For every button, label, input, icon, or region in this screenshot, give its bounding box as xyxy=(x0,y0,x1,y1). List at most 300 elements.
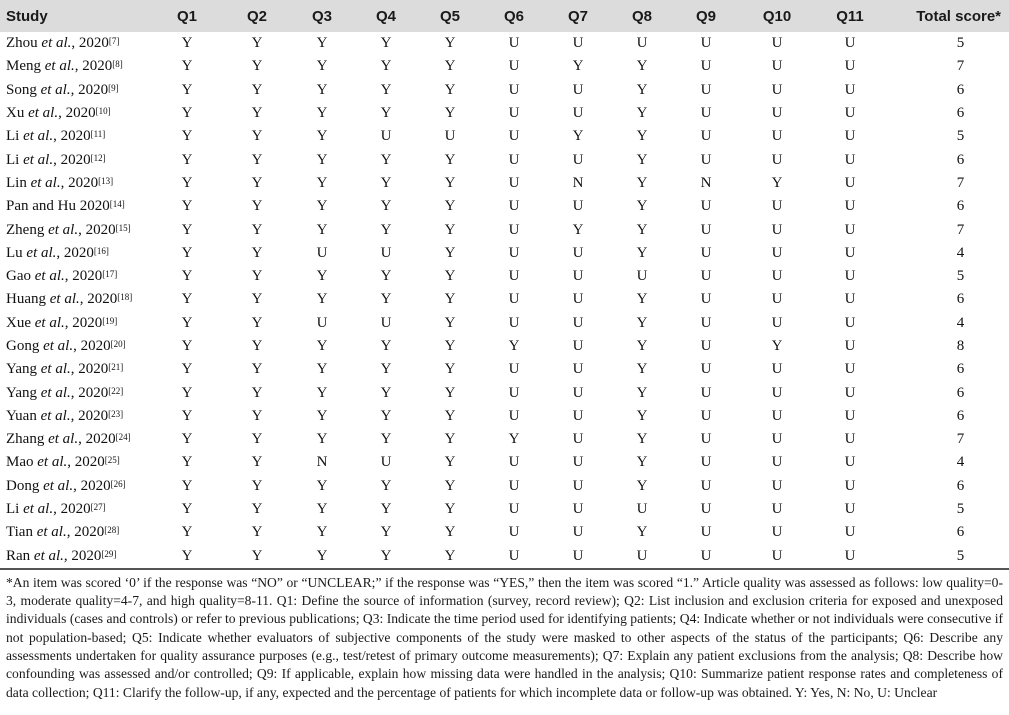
answer-q8: Y xyxy=(636,524,648,541)
answer-q1: Y xyxy=(181,151,193,168)
reference-number: [20] xyxy=(110,339,126,349)
answer-q9: U xyxy=(700,221,712,238)
study-author: Lin xyxy=(6,174,27,191)
total-score-cell: 5 xyxy=(956,268,965,285)
answer-q3: Y xyxy=(316,524,328,541)
header-q7: Q7 xyxy=(567,7,588,25)
table-row xyxy=(0,428,1009,451)
answer-q4: Y xyxy=(380,431,392,448)
answer-q4: Y xyxy=(380,35,392,52)
et-al-text: et al. xyxy=(26,174,61,191)
answer-q5: Y xyxy=(444,198,456,215)
study-cell: Huang et al., 2020[18] xyxy=(6,291,133,308)
study-author: Pan and Hu xyxy=(6,198,76,215)
answer-q2: Y xyxy=(251,105,263,122)
reference-number: [13] xyxy=(98,175,114,186)
answer-q9: U xyxy=(700,291,712,308)
answer-q6: Y xyxy=(508,431,520,448)
study-year: 2020 xyxy=(60,151,91,168)
answer-q10: U xyxy=(771,431,783,448)
study-cell xyxy=(0,195,150,218)
study-cell: Li et al., 2020[11] xyxy=(6,128,106,145)
study-cell: Gao et al., 2020[17] xyxy=(6,268,118,285)
answer-q4: Y xyxy=(380,477,392,494)
study-year: 2020 xyxy=(78,384,109,401)
answer-q11: U xyxy=(844,268,856,285)
reference-number: [28] xyxy=(104,525,120,536)
reference-number: [11] xyxy=(90,129,106,140)
answer-q2: Y xyxy=(251,58,263,75)
study-year: 2020 xyxy=(60,501,91,518)
answer-q11: U xyxy=(816,545,884,569)
answer-q4: Y xyxy=(380,221,392,238)
et-al-text: et al. xyxy=(31,268,65,285)
table-row xyxy=(0,172,1009,195)
total-score-cell: 5 xyxy=(956,128,965,145)
table-row xyxy=(0,265,1009,288)
answer-q10: U xyxy=(771,35,783,52)
answer-q9: U xyxy=(700,268,712,285)
study-year: 2020 xyxy=(78,35,109,52)
total-score-cell: 5 xyxy=(956,35,965,52)
answer-q11: U xyxy=(844,431,856,448)
answer-q9: U xyxy=(700,524,712,541)
answer-q5: Y xyxy=(418,545,482,569)
study-cell: Meng et al., 2020[8] xyxy=(6,58,123,75)
answer-q8: U xyxy=(636,35,648,52)
answer-q11: U xyxy=(844,174,856,191)
study-year: 2020 xyxy=(79,198,110,215)
answer-q7: Y xyxy=(572,221,584,238)
answer-q7: U xyxy=(572,454,584,471)
answer-q1: Y xyxy=(181,454,193,471)
answer-q7: N xyxy=(572,174,584,191)
total-score-cell: 7 xyxy=(956,174,965,191)
study-year: 2020 xyxy=(74,524,105,541)
answer-q7: U xyxy=(572,524,584,541)
answer-q4: Y xyxy=(380,501,392,518)
answer-q4: U xyxy=(380,454,392,471)
answer-q9: U xyxy=(700,314,712,331)
answer-q7: Y xyxy=(572,58,584,75)
answer-q4: Y xyxy=(380,151,392,168)
header-total-score: Total score* xyxy=(916,7,1001,25)
answer-q5: Y xyxy=(444,174,456,191)
study-author: Li xyxy=(6,501,20,518)
study-year: 2020 xyxy=(72,268,103,285)
answer-q11: U xyxy=(844,81,856,98)
answer-q4: Y xyxy=(380,198,392,215)
answer-q6: U xyxy=(508,454,520,471)
study-year: 2020 xyxy=(82,58,113,75)
answer-q7: U xyxy=(572,291,584,308)
et-al-text: et al. xyxy=(19,151,54,168)
total-score-cell: 5 xyxy=(956,501,965,518)
answer-q4: Y xyxy=(380,58,392,75)
answer-q5: Y xyxy=(444,501,456,518)
total-score-cell: 7 xyxy=(956,221,965,238)
answer-q6: U xyxy=(508,105,520,122)
answer-q5: Y xyxy=(444,384,456,401)
study-author: Yang xyxy=(6,384,37,401)
table-footnote: *An item was scored ‘0’ if the response was “NO” or “UNCLEAR;” if the response was “YES,” then the item was scored “1.” Article quality was assessed as follows: low quality=0-3, moderate quality=4-7, and high quality=8-11. Q1: Define the source of information (survey, record review); Q2: List inclusion and exclusion criteria for exposed and unexposed individuals (cases and controls) or refer to previous publications; Q3: Indicate the time period used for identifying patients; Q4: Indicate whether or not individuals were consecutive if not population-based; Q5: Indicate whether evaluators of subjective components of the study were masked to other aspects of the status of the participants; Q6: Describe any assessments undertaken for quality assurance purposes (e.g., test/retest of primary outcome measurements); Q7: Explain any patient exclusions from the analysis; Q8: Describe how confounding was assessed and/or controlled; Q9: If applicable, explain how missing data were handled in the analysis; Q10: Summarize patient response rates and completeness of data collection; Q11: Clarify the follow-up, if any, expected and the percentage of patients for which incomplete data or follow-up was obtained. Y: Yes, N: No, U: Unclear xyxy=(0,569,1009,702)
answer-q7: U xyxy=(572,501,584,518)
study-cell: Li et al., 2020[27] xyxy=(6,501,106,518)
total-score-cell: 6 xyxy=(956,524,965,541)
answer-q9: U xyxy=(700,128,712,145)
header-row xyxy=(0,0,1009,32)
answer-q1: Y xyxy=(181,291,193,308)
answer-q8: Y xyxy=(636,128,648,145)
answer-q7: U xyxy=(572,338,584,354)
answer-q2: Y xyxy=(251,454,263,471)
answer-q3: Y xyxy=(316,361,328,378)
study-cell: Zhang et al., 2020[24] xyxy=(6,431,131,448)
reference-number: [7] xyxy=(108,36,120,47)
reference-number: [29] xyxy=(101,548,117,559)
answer-q10: U xyxy=(771,454,783,471)
answer-q7: U xyxy=(572,477,584,494)
answer-q3: Y xyxy=(316,268,328,285)
reference-number: [10] xyxy=(95,106,111,117)
answer-q8: U xyxy=(636,268,648,285)
answer-q6: U xyxy=(508,501,520,518)
reference-number: [12] xyxy=(90,152,106,163)
answer-q8: Y xyxy=(636,384,648,401)
answer-q10: U xyxy=(771,501,783,518)
study-cell: Yang et al., 2020[22] xyxy=(6,384,124,401)
answer-q6: U xyxy=(508,198,520,215)
answer-q1: Y xyxy=(181,407,193,424)
study-year: 2020 xyxy=(80,477,111,494)
answer-q10: U xyxy=(771,128,783,145)
header-q1: Q1 xyxy=(176,7,197,25)
answer-q5: Y xyxy=(444,151,456,168)
answer-q1: Y xyxy=(181,338,193,354)
answer-q2: Y xyxy=(251,477,263,494)
answer-q7: U xyxy=(572,105,584,122)
table-row xyxy=(0,312,1009,335)
table-row xyxy=(0,79,1009,102)
answer-q1: Y xyxy=(181,244,193,261)
table-header xyxy=(0,0,1009,32)
study-author: Dong xyxy=(6,477,40,494)
table-row xyxy=(0,242,1009,265)
answer-q2: Y xyxy=(251,501,263,518)
answer-q9: U xyxy=(700,407,712,424)
et-al-text: et al. xyxy=(37,384,71,401)
answer-q6: U xyxy=(508,151,520,168)
answer-q4: U xyxy=(380,244,392,261)
total-score-cell: 6 xyxy=(956,291,965,308)
answer-q9: U xyxy=(674,545,738,569)
answer-q5: Y xyxy=(444,477,456,494)
answer-q5: Y xyxy=(444,407,456,424)
answer-q4: Y xyxy=(380,291,392,308)
et-al-text: et al. xyxy=(19,128,54,145)
answer-q2: Y xyxy=(224,545,290,569)
answer-q8: Y xyxy=(636,105,648,122)
answer-q6: U xyxy=(508,128,520,145)
et-al-text: et al. xyxy=(30,547,64,564)
answer-q5: Y xyxy=(444,314,456,331)
answer-q4: U xyxy=(380,128,392,145)
table-row xyxy=(0,545,1009,569)
answer-q5: Y xyxy=(444,454,456,471)
answer-q7: U xyxy=(572,431,584,448)
answer-q5: Y xyxy=(444,221,456,238)
answer-q7: U xyxy=(572,198,584,215)
answer-q7: U xyxy=(572,244,584,261)
reference-number: [23] xyxy=(108,408,124,419)
answer-q1: Y xyxy=(150,545,224,569)
table-body xyxy=(0,32,1009,568)
answer-q5: Y xyxy=(444,291,456,308)
reference-number: [21] xyxy=(108,362,124,373)
answer-q5: Y xyxy=(444,338,456,354)
answer-q2: Y xyxy=(251,384,263,401)
header-q8: Q8 xyxy=(631,7,652,25)
answer-q1: Y xyxy=(181,361,193,378)
answer-q8: Y xyxy=(636,338,648,354)
study-cell: Xu et al., 2020[10] xyxy=(6,105,111,122)
answer-q10: Y xyxy=(771,174,783,191)
reference-number: [17] xyxy=(102,269,118,280)
et-al-text: et al. xyxy=(39,338,74,354)
et-al-text: et al. xyxy=(44,431,79,448)
total-score-cell: 6 xyxy=(956,151,965,168)
reference-number: [22] xyxy=(108,385,124,396)
answer-q4: U xyxy=(380,314,392,331)
et-al-text: et al. xyxy=(31,314,65,331)
answer-q6: U xyxy=(508,407,520,424)
answer-q8: Y xyxy=(636,431,648,448)
reference-number: [16] xyxy=(93,245,109,256)
answer-q8: U xyxy=(610,545,674,569)
answer-q8: Y xyxy=(636,454,648,471)
header-q6: Q6 xyxy=(503,7,524,25)
answer-q4: Y xyxy=(380,174,392,191)
answer-q2: Y xyxy=(251,291,263,308)
answer-q11: U xyxy=(844,314,856,331)
answer-q2: Y xyxy=(251,151,263,168)
answer-q3: Y xyxy=(316,291,328,308)
study-year: 2020 xyxy=(60,128,91,145)
study-cell: Tian et al., 2020[28] xyxy=(6,524,120,541)
study-author: Ran xyxy=(6,547,31,564)
answer-q7: U xyxy=(572,407,584,424)
answer-q4: Y xyxy=(380,338,392,354)
answer-q10: U xyxy=(771,105,783,122)
answer-q9: U xyxy=(700,151,712,168)
study-cell: Song et al., 2020[9] xyxy=(6,81,119,98)
answer-q9: N xyxy=(700,174,712,191)
study-author: Zhang xyxy=(6,431,45,448)
answer-q9: U xyxy=(700,35,712,52)
answer-q3: Y xyxy=(316,105,328,122)
table-row xyxy=(0,55,1009,78)
answer-q6: U xyxy=(508,361,520,378)
et-al-text: et al. xyxy=(41,58,75,75)
answer-q1: Y xyxy=(181,221,193,238)
answer-q10: U xyxy=(771,151,783,168)
table-row xyxy=(0,102,1009,125)
answer-q6: U xyxy=(508,81,520,98)
total-score-cell: 6 xyxy=(956,198,965,215)
et-al-text: et al. xyxy=(19,501,54,518)
answer-q1: Y xyxy=(181,198,193,215)
header-q5: Q5 xyxy=(439,7,460,25)
table-row xyxy=(0,451,1009,474)
answer-q9: U xyxy=(700,198,712,215)
answer-q2: Y xyxy=(251,314,263,331)
answer-q10: U xyxy=(771,268,783,285)
answer-q4: Y xyxy=(380,361,392,378)
answer-q3: N xyxy=(316,454,328,471)
answer-q2: Y xyxy=(251,268,263,285)
answer-q11: U xyxy=(844,384,856,401)
total-score-cell: 5 xyxy=(884,545,1009,569)
answer-q11: U xyxy=(844,407,856,424)
answer-q5: Y xyxy=(444,524,456,541)
study-year: 2020 xyxy=(87,291,118,308)
answer-q8: Y xyxy=(636,198,648,215)
answer-q2: Y xyxy=(251,431,263,448)
answer-q4: Y xyxy=(380,524,392,541)
answer-q6: U xyxy=(508,35,520,52)
answer-q6: U xyxy=(508,314,520,331)
answer-q8: Y xyxy=(636,361,648,378)
answer-q6: U xyxy=(508,58,520,75)
answer-q6: Y xyxy=(508,338,520,354)
answer-q3: Y xyxy=(316,384,328,401)
answer-q3: U xyxy=(316,314,328,331)
total-score-cell: 6 xyxy=(956,361,965,378)
answer-q3: Y xyxy=(316,151,328,168)
answer-q9: U xyxy=(700,501,712,518)
header-q11: Q11 xyxy=(836,7,864,25)
study-author: Zhou xyxy=(6,35,38,52)
answer-q11: U xyxy=(844,477,856,494)
answer-q9: U xyxy=(700,477,712,494)
table-row xyxy=(0,475,1009,498)
answer-q8: Y xyxy=(636,81,648,98)
total-score-cell: 7 xyxy=(956,431,965,448)
answer-q1: Y xyxy=(181,268,193,285)
answer-q1: Y xyxy=(181,501,193,518)
answer-q10: Y xyxy=(771,338,783,354)
table-row xyxy=(0,288,1009,311)
reference-number: [18] xyxy=(117,292,133,303)
et-al-text: et al. xyxy=(32,524,67,541)
header-q9: Q9 xyxy=(695,7,716,25)
total-score-cell: 6 xyxy=(956,407,965,424)
header-q4: Q4 xyxy=(375,7,396,25)
answer-q5: Y xyxy=(444,35,456,52)
reference-number: [15] xyxy=(115,222,131,233)
answer-q11: U xyxy=(844,454,856,471)
reference-number: [24] xyxy=(115,432,131,443)
answer-q11: U xyxy=(844,58,856,75)
total-score-cell: 4 xyxy=(956,244,965,261)
answer-q1: Y xyxy=(181,174,193,191)
et-al-text: et al. xyxy=(44,221,79,238)
et-al-text: et al. xyxy=(37,35,72,52)
answer-q1: Y xyxy=(181,431,193,448)
answer-q1: Y xyxy=(181,477,193,494)
answer-q9: U xyxy=(700,244,712,261)
reference-number: [9] xyxy=(108,82,119,93)
study-author: Song xyxy=(6,81,37,98)
reference-number: [14] xyxy=(109,199,125,210)
reference-number: [8] xyxy=(112,59,123,70)
answer-q9: U xyxy=(700,431,712,448)
answer-q7: U xyxy=(572,314,584,331)
study-cell: Lu et al., 2020[16] xyxy=(6,244,109,261)
study-year: 2020 xyxy=(78,361,109,378)
study-year: 2020 xyxy=(85,431,116,448)
answer-q4: Y xyxy=(354,545,418,569)
study-author: Huang xyxy=(6,291,46,308)
study-year: 2020 xyxy=(74,454,105,471)
total-score-cell: 6 xyxy=(956,105,965,122)
study-author: Meng xyxy=(6,58,41,75)
total-score-cell: 6 xyxy=(956,384,965,401)
study-author: Lu xyxy=(6,244,23,261)
et-al-text: et al. xyxy=(33,454,68,471)
study-author: Li xyxy=(6,151,20,168)
answer-q11: U xyxy=(844,221,856,238)
answer-q1: Y xyxy=(181,81,193,98)
study-cell: Gong et al., 2020[20] xyxy=(6,338,126,354)
table-row xyxy=(0,358,1009,381)
answer-q10: U xyxy=(771,221,783,238)
answer-q3: Y xyxy=(316,128,328,145)
answer-q3: Y xyxy=(316,477,328,494)
answer-q4: Y xyxy=(380,384,392,401)
et-al-text: et al. xyxy=(37,361,71,378)
answer-q10: U xyxy=(771,361,783,378)
answer-q7: U xyxy=(572,81,584,98)
answer-q8: Y xyxy=(636,291,648,308)
table-row xyxy=(0,405,1009,428)
answer-q1: Y xyxy=(181,524,193,541)
study-author: Tian xyxy=(6,524,33,541)
study-author: Mao xyxy=(6,454,34,471)
answer-q2: Y xyxy=(251,361,263,378)
answer-q3: U xyxy=(316,244,328,261)
reference-number: [27] xyxy=(90,502,106,513)
answer-q6: U xyxy=(508,221,520,238)
answer-q1: Y xyxy=(181,128,193,145)
answer-q6: U xyxy=(508,244,520,261)
study-cell: Yuan et al., 2020[23] xyxy=(6,407,124,424)
answer-q3: Y xyxy=(316,338,328,354)
answer-q5: Y xyxy=(444,361,456,378)
study-cell: Dong et al., 2020[26] xyxy=(6,477,126,494)
study-year: 2020 xyxy=(78,81,109,98)
answer-q11: U xyxy=(844,338,856,354)
answer-q4: Y xyxy=(380,81,392,98)
answer-q9: U xyxy=(700,361,712,378)
answer-q6: U xyxy=(508,291,520,308)
study-author: Gong xyxy=(6,338,40,354)
answer-q11: U xyxy=(844,291,856,308)
answer-q3: Y xyxy=(316,58,328,75)
answer-q5: Y xyxy=(444,244,456,261)
et-al-text: et al. xyxy=(36,407,71,424)
answer-q10: U xyxy=(771,244,783,261)
